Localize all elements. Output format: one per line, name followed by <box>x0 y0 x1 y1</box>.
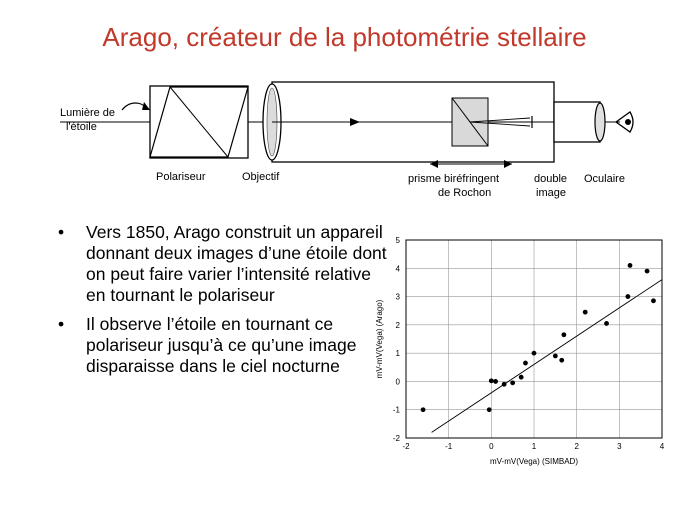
data-point <box>489 378 494 383</box>
y-tick-label: 1 <box>395 349 400 359</box>
data-point <box>493 379 498 384</box>
polarizer-label: Polariseur <box>156 171 206 183</box>
y-tick-label: -1 <box>392 405 400 415</box>
bullet-list <box>58 222 388 385</box>
slide-title: Arago, créateur de la photométrie stellaire <box>102 22 587 52</box>
data-point <box>502 382 507 387</box>
eyepiece-lens <box>595 103 605 141</box>
data-point <box>561 332 566 337</box>
y-tick-label: -2 <box>392 434 400 443</box>
eye-pupil <box>625 119 631 125</box>
data-point <box>583 310 588 315</box>
data-point <box>604 321 609 326</box>
arago-photometer-diagram <box>60 78 680 208</box>
data-point <box>645 269 650 274</box>
x-tick-label: 4 <box>659 442 665 451</box>
bullet-item: • Il observe l’étoile en tournant ce polariseur jusqu’à ce qu’une image disparaisse dans le ciel nocturne <box>58 314 388 377</box>
chart-points <box>421 263 656 412</box>
incoming-light-arrowhead <box>142 102 150 110</box>
x-tick-label: 1 <box>531 442 537 451</box>
y-tick-label: 5 <box>395 236 400 245</box>
y-tick-label: 4 <box>395 264 400 274</box>
double-image-label-line2: image <box>536 187 566 199</box>
eyepiece-label: Oculaire <box>584 173 625 185</box>
y-tick-label: 0 <box>395 377 400 387</box>
data-point <box>519 375 524 380</box>
x-tick-label: -2 <box>402 442 410 451</box>
bullet-item: • Vers 1850, Arago construit un appareil donnant deux images d’une étoile dont on peut faire varier l’intensité relative en tournant le polariseur <box>58 222 388 306</box>
magnitude-scatter-chart <box>372 232 672 477</box>
eyepiece-tube <box>554 102 600 142</box>
data-point <box>628 263 633 268</box>
data-point <box>421 407 426 412</box>
objective-label: Objectif <box>242 171 280 183</box>
light-label-line2: l'étoile <box>66 121 97 133</box>
data-point <box>559 358 564 363</box>
prism-label-line2: de Rochon <box>438 187 492 199</box>
y-tick-label: 2 <box>395 320 400 330</box>
x-axis-label: mV-mV(Vega) (SIMBAD) <box>489 457 579 466</box>
double-image-label-line1: double <box>534 173 568 185</box>
data-point <box>523 361 528 366</box>
x-tick-label: 2 <box>574 442 579 451</box>
x-tick-label: 0 <box>489 442 494 451</box>
chart-grid <box>406 240 662 438</box>
y-tick-label: 3 <box>395 292 400 302</box>
data-point <box>532 351 537 356</box>
data-point <box>625 294 630 299</box>
data-point <box>553 354 558 359</box>
x-tick-label: 3 <box>617 442 622 451</box>
x-tick-label: -1 <box>445 442 453 451</box>
prism-label-line1: prisme biréfringent <box>408 173 500 185</box>
data-point <box>651 298 656 303</box>
data-point <box>487 407 492 412</box>
y-axis-label: mV-mV(Vega) (Arago) <box>375 299 384 379</box>
data-point <box>510 380 515 385</box>
light-label-line1: Lumière de <box>60 107 116 119</box>
